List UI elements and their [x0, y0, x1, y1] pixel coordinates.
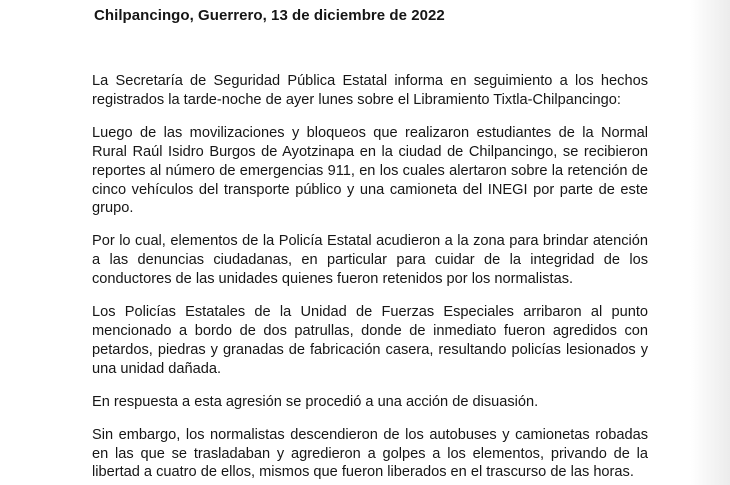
dateline: Chilpancingo, Guerrero, 13 de diciembre de 2022: [94, 7, 445, 24]
paragraph-intro: La Secretaría de Seguridad Pública Estatal informa en seguimiento a los hechos registrados la tarde-noche de ayer lunes sobre el Libramiento Tixtla-Chilpancingo:: [92, 73, 648, 108]
paragraph-policia-estatal: Por lo cual, elementos de la Policía Estatal acudieron a la zona para brindar atención a las denuncias ciudadanas, en particular para cuidar de la integridad de los conductores de las unidades quienes fueron retenidos por los normalistas.: [92, 233, 648, 288]
paragraph-liberacion: Sin embargo, los normalistas descendieron de los autobuses y camionetas robadas en las que se trasladaban y agredieron a golpes a los elementos, privando de la libertad a cuatro de ellos, mismos que fueron liberados en el trascurso de las horas.: [92, 426, 648, 481]
paragraph-disuasion: En respuesta a esta agresión se procedió a una acción de disuasión.: [92, 393, 539, 410]
background-watermark: [690, 0, 730, 485]
paragraph-movilizaciones: Luego de las movilizaciones y bloqueos que realizaron estudiantes de la Normal Rural Raúl Isidro Burgos de Ayotzinapa en la ciudad de Chilpancingo, se recibieron reportes al número de emergencias 911, en los cuales alertaron sobre la retención de cinco vehículos del transporte público y una camioneta del INEGI por parte de este grupo.: [92, 124, 648, 217]
paragraph-fuerzas-especiales: Los Policías Estatales de la Unidad de Fuerzas Especiales arribaron al punto mencionado a bordo de dos patrullas, donde de inmediato fueron agredidos con petardos, piedras y granadas de fabricación casera, resultando policías lesionados y una unidad dañada.: [92, 304, 648, 377]
document-body: [92, 72, 648, 485]
